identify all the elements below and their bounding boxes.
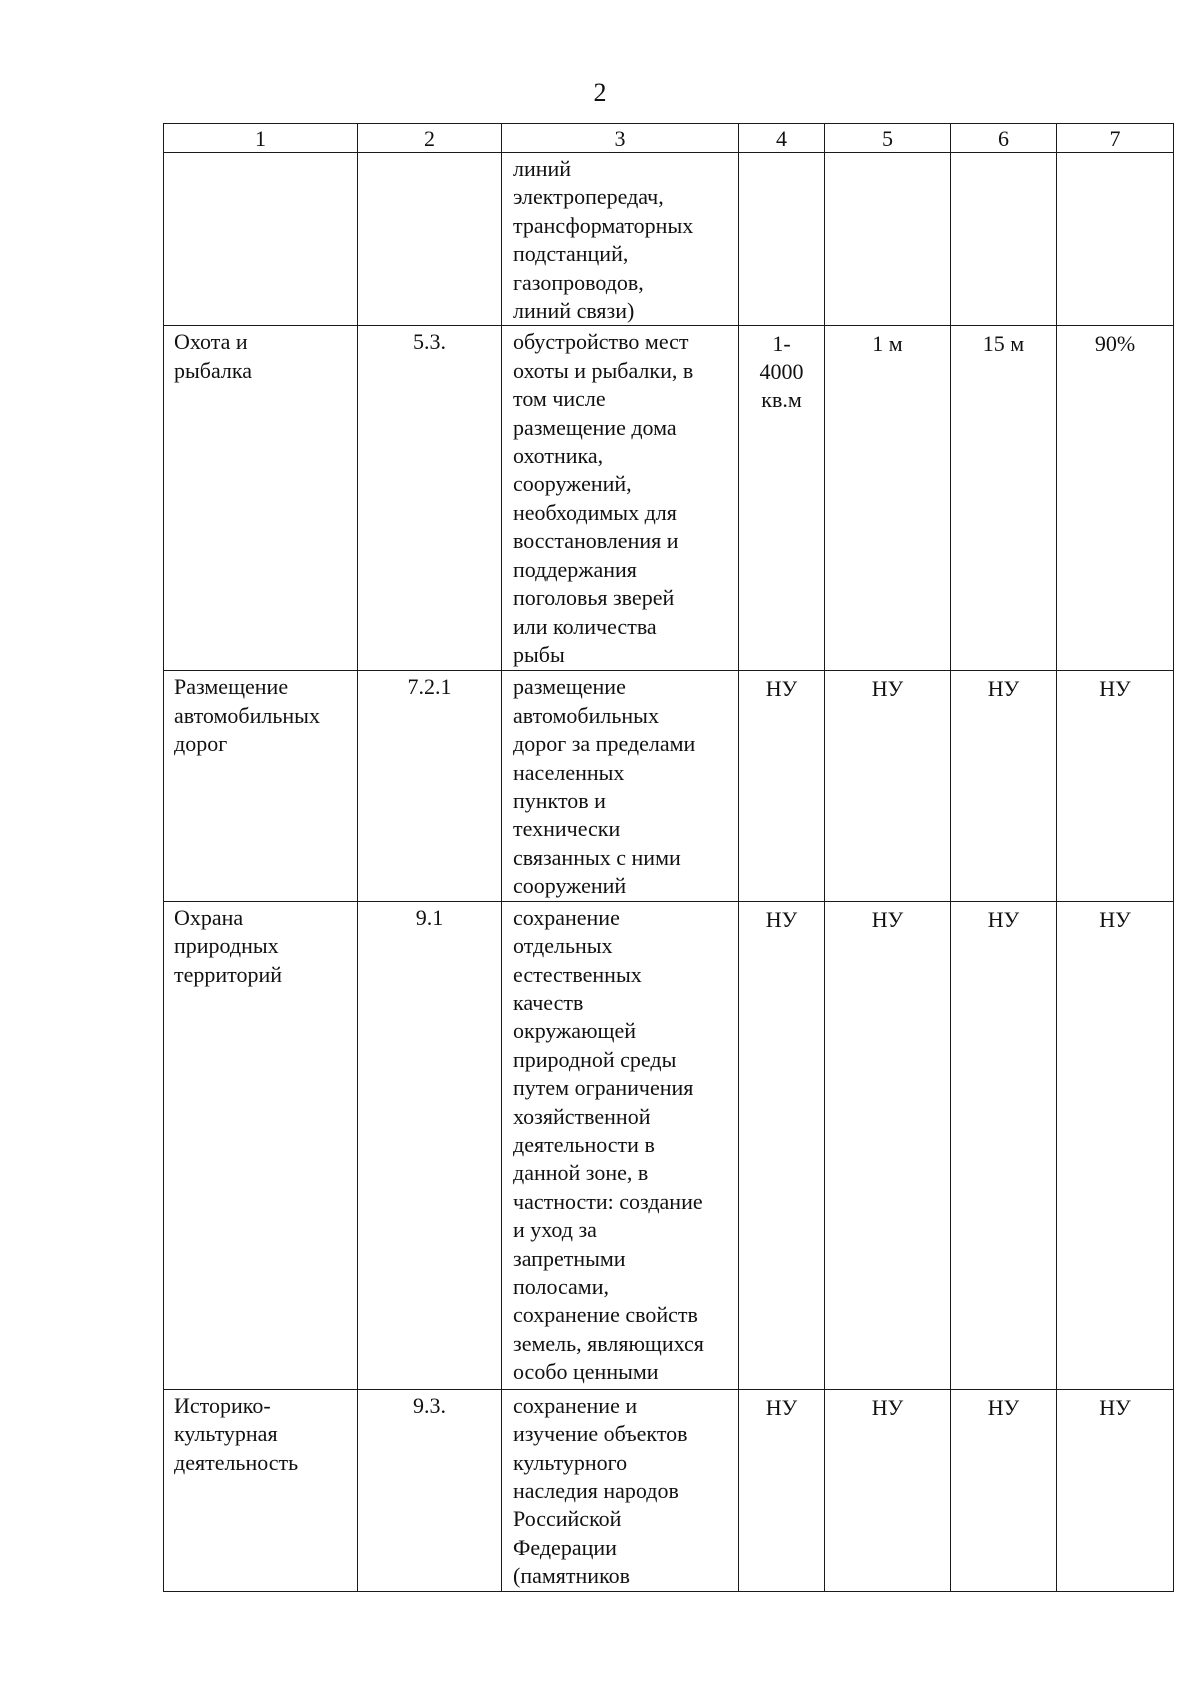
land-use-table [163, 123, 1174, 1592]
area-cell: НУ [739, 1389, 825, 1591]
coverage-cell: НУ [1057, 671, 1174, 901]
coverage-cell: НУ [1057, 1389, 1174, 1591]
min-setback-cell: НУ [825, 901, 951, 1389]
description-cell: размещение автомобильных дорог за пределами населенных пунктов и технически связанных с ними сооружений [502, 671, 739, 901]
min-setback-cell [825, 153, 951, 326]
column-header: 7 [1057, 124, 1174, 153]
table-row [164, 901, 1174, 1389]
table-row [164, 1389, 1174, 1591]
code-cell: 5.3. [358, 326, 502, 671]
column-header: 6 [951, 124, 1057, 153]
description-cell: сохранение отдельных естественных качеств окружающей природной среды путем ограничения хозяйственной деятельности в данной зоне, в частности: создание и уход за запретными полосами, сохранение свойств земель, являющихся особо ценными [502, 901, 739, 1389]
area-cell [739, 153, 825, 326]
max-height-cell [951, 153, 1057, 326]
use-type-cell: Размещение автомобильных дорог [164, 671, 358, 901]
coverage-cell: НУ [1057, 901, 1174, 1389]
column-header: 5 [825, 124, 951, 153]
coverage-cell [1057, 153, 1174, 326]
use-type-cell [164, 153, 358, 326]
table-row [164, 326, 1174, 671]
max-height-cell: 15 м [951, 326, 1057, 671]
max-height-cell: НУ [951, 1389, 1057, 1591]
column-header: 4 [739, 124, 825, 153]
column-header: 2 [358, 124, 502, 153]
max-height-cell: НУ [951, 901, 1057, 1389]
area-cell: НУ [739, 671, 825, 901]
area-cell: 1- 4000 кв.м [739, 326, 825, 671]
use-type-cell: Охрана природных территорий [164, 901, 358, 1389]
code-cell: 9.3. [358, 1389, 502, 1591]
page-number: 2 [593, 78, 607, 107]
area-cell: НУ [739, 901, 825, 1389]
coverage-cell: 90% [1057, 326, 1174, 671]
table-row [164, 153, 1174, 326]
use-type-cell: Историко- культурная деятельность [164, 1389, 358, 1591]
table-row [164, 671, 1174, 901]
column-header: 1 [164, 124, 358, 153]
min-setback-cell: 1 м [825, 326, 951, 671]
min-setback-cell: НУ [825, 671, 951, 901]
description-cell: обустройство мест охоты и рыбалки, в том числе размещение дома охотника, сооружений, необходимых для восстановления и поддержания поголовья зверей или количества рыбы [502, 326, 739, 671]
code-cell [358, 153, 502, 326]
use-type-cell: Охота и рыбалка [164, 326, 358, 671]
description-cell: сохранение и изучение объектов культурного наследия народов Российской Федерации (памятников [502, 1389, 739, 1591]
code-cell: 9.1 [358, 901, 502, 1389]
code-cell: 7.2.1 [358, 671, 502, 901]
min-setback-cell: НУ [825, 1389, 951, 1591]
description-cell: линий электропередач, трансформаторных подстанций, газопроводов, линий связи) [502, 153, 739, 326]
column-header: 3 [502, 124, 739, 153]
table-header-row [164, 124, 1174, 153]
max-height-cell: НУ [951, 671, 1057, 901]
